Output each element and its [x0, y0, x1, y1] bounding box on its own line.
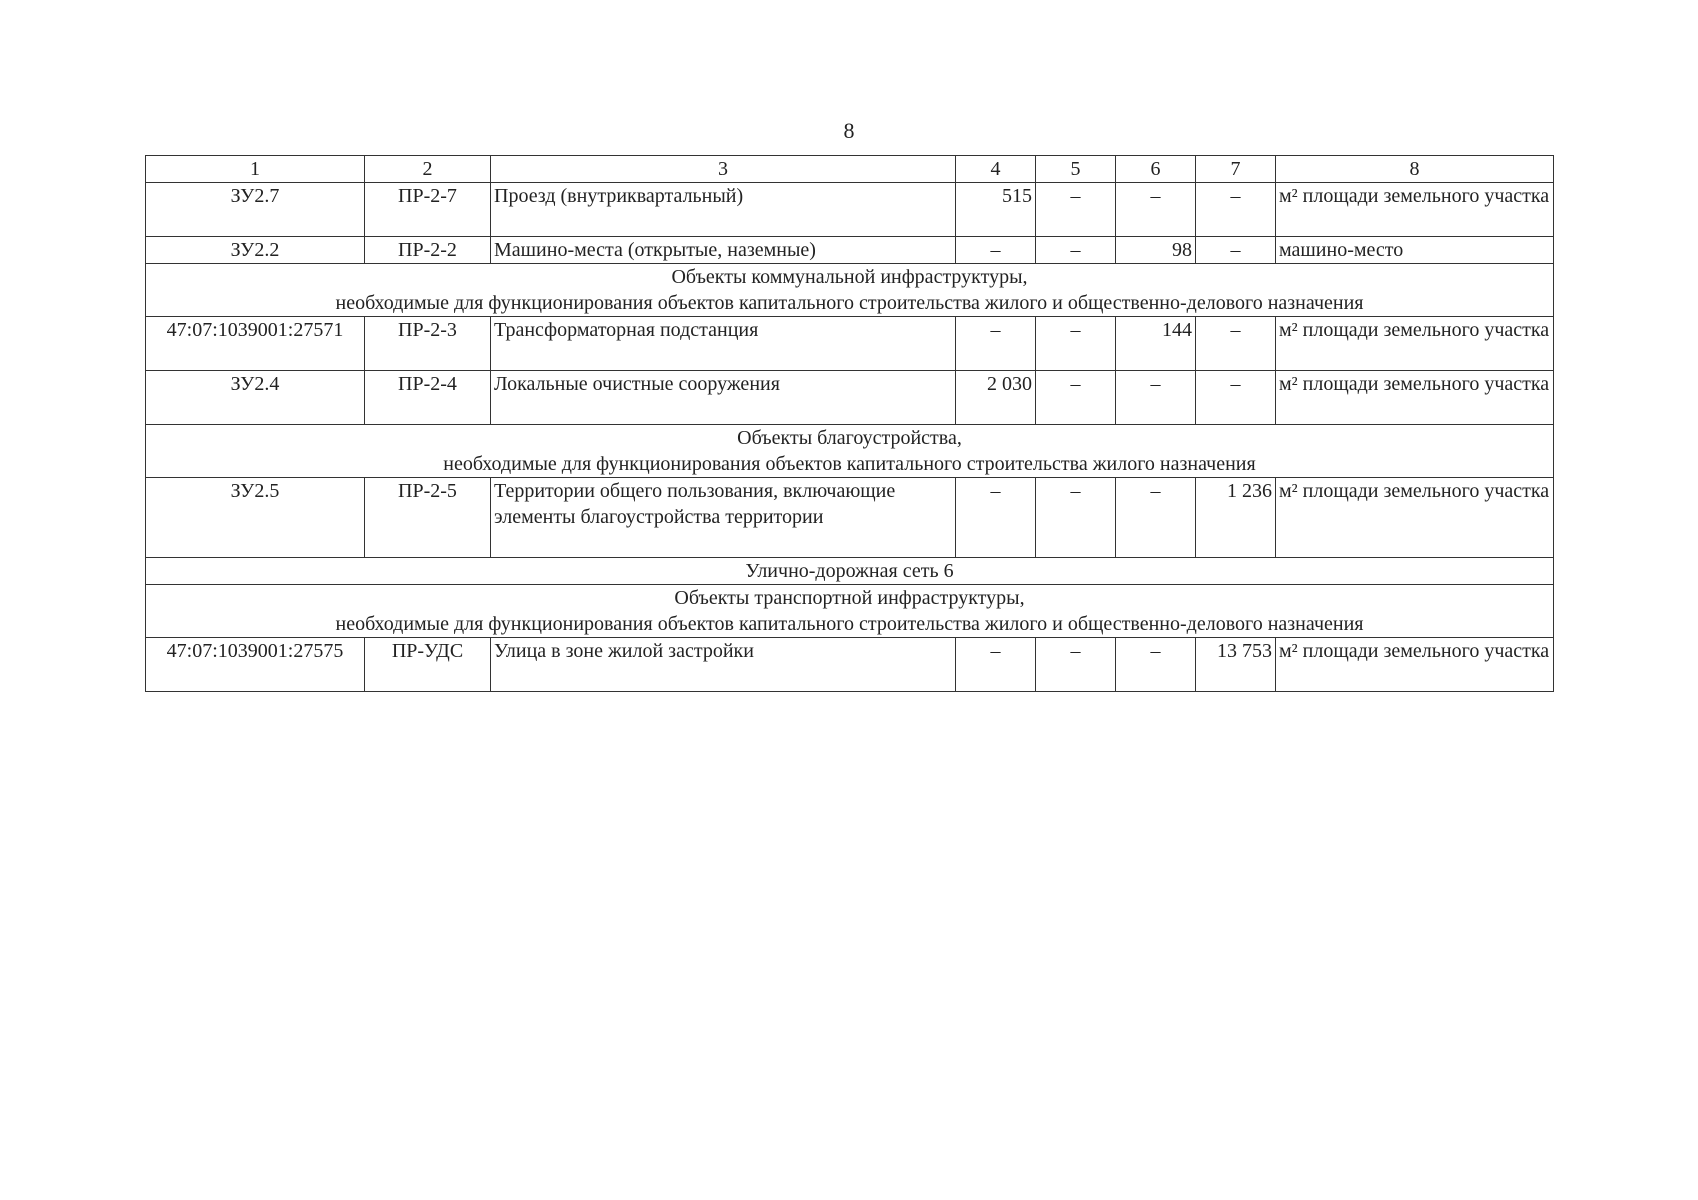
cell-col5: – — [1036, 638, 1116, 692]
section-heading — [146, 264, 1554, 317]
cell-col6: – — [1116, 478, 1196, 558]
cell-col5: – — [1036, 183, 1116, 237]
table-row — [146, 638, 1554, 692]
cell-col5: – — [1036, 317, 1116, 371]
cell-code: ПР-2-5 — [365, 478, 491, 558]
cell-name: Территории общего пользования, включающие элементы благоустройства территории — [491, 478, 956, 558]
cell-unit: м² площади земельного участка — [1276, 371, 1554, 425]
cell-col5: – — [1036, 237, 1116, 264]
section-heading — [146, 585, 1554, 638]
cell-col7: 13 753 — [1196, 638, 1276, 692]
section-title: Объекты благоустройства, — [737, 427, 962, 449]
cell-parcel: ЗУ2.4 — [146, 371, 365, 425]
header-cell-5: 5 — [1036, 156, 1116, 183]
cell-unit: м² площади земельного участка — [1276, 317, 1554, 371]
cell-col4: – — [956, 317, 1036, 371]
cell-parcel: ЗУ2.5 — [146, 478, 365, 558]
cell-unit: м² площади земельного участка — [1276, 478, 1554, 558]
cell-parcel: ЗУ2.7 — [146, 183, 365, 237]
table-row — [146, 317, 1554, 371]
header-cell-4: 4 — [956, 156, 1036, 183]
cell-col5: – — [1036, 478, 1116, 558]
cell-col7: – — [1196, 317, 1276, 371]
cell-code: ПР-УДС — [365, 638, 491, 692]
cell-col7: – — [1196, 371, 1276, 425]
page-number: 8 — [843, 118, 855, 143]
cell-code: ПР-2-4 — [365, 371, 491, 425]
cell-col7: 1 236 — [1196, 478, 1276, 558]
cell-col4: – — [956, 237, 1036, 264]
cell-unit: м² площади земельного участка — [1276, 638, 1554, 692]
document-table — [145, 155, 1554, 692]
table-row — [146, 237, 1554, 264]
cell-col6: – — [1116, 371, 1196, 425]
cell-code: ПР-2-7 — [365, 183, 491, 237]
cell-code: ПР-2-2 — [365, 237, 491, 264]
header-cell-6: 6 — [1116, 156, 1196, 183]
header-cell-8: 8 — [1276, 156, 1554, 183]
cell-col6: 144 — [1116, 317, 1196, 371]
section-title: Улично-дорожная сеть 6 — [745, 560, 954, 582]
cell-name: Проезд (внутриквартальный) — [491, 183, 956, 237]
header-cell-2: 2 — [365, 156, 491, 183]
header-row — [146, 156, 1554, 183]
cell-col6: – — [1116, 638, 1196, 692]
cell-col6: 98 — [1116, 237, 1196, 264]
cell-name: Машино-места (открытые, наземные) — [491, 237, 956, 264]
section-subtitle: необходимые для функционирования объектов капитального строительства жилого и общественно-делового назначения — [335, 613, 1364, 635]
section-row — [146, 585, 1554, 638]
table-row — [146, 371, 1554, 425]
section-title: Объекты коммунальной инфраструктуры, — [671, 266, 1028, 288]
section-title: Объекты транспортной инфраструктуры, — [674, 587, 1025, 609]
cell-col7: – — [1196, 183, 1276, 237]
section-subtitle: необходимые для функционирования объектов капитального строительства жилого и общественно-делового назначения — [335, 292, 1364, 314]
cell-col4: – — [956, 638, 1036, 692]
cell-col4: 2 030 — [956, 371, 1036, 425]
cell-code: ПР-2-3 — [365, 317, 491, 371]
cell-col5: – — [1036, 371, 1116, 425]
cell-parcel: ЗУ2.2 — [146, 237, 365, 264]
cell-unit: машино-место — [1276, 237, 1554, 264]
cell-col6: – — [1116, 183, 1196, 237]
table-row — [146, 478, 1554, 558]
section-row — [146, 558, 1554, 585]
cell-name: Трансформаторная подстанция — [491, 317, 956, 371]
section-subtitle: необходимые для функционирования объектов капитального строительства жилого назначения — [443, 453, 1256, 475]
header-cell-7: 7 — [1196, 156, 1276, 183]
section-heading — [146, 425, 1554, 478]
section-row — [146, 425, 1554, 478]
cell-name: Локальные очистные сооружения — [491, 371, 956, 425]
cell-parcel: 47:07:1039001:27575 — [146, 638, 365, 692]
header-cell-1: 1 — [146, 156, 365, 183]
cell-col4: – — [956, 478, 1036, 558]
header-cell-3: 3 — [491, 156, 956, 183]
section-heading — [146, 558, 1554, 585]
table-row — [146, 183, 1554, 237]
cell-name: Улица в зоне жилой застройки — [491, 638, 956, 692]
cell-col4: 515 — [956, 183, 1036, 237]
cell-unit: м² площади земельного участка — [1276, 183, 1554, 237]
cell-col7: – — [1196, 237, 1276, 264]
section-row — [146, 264, 1554, 317]
cell-parcel: 47:07:1039001:27571 — [146, 317, 365, 371]
